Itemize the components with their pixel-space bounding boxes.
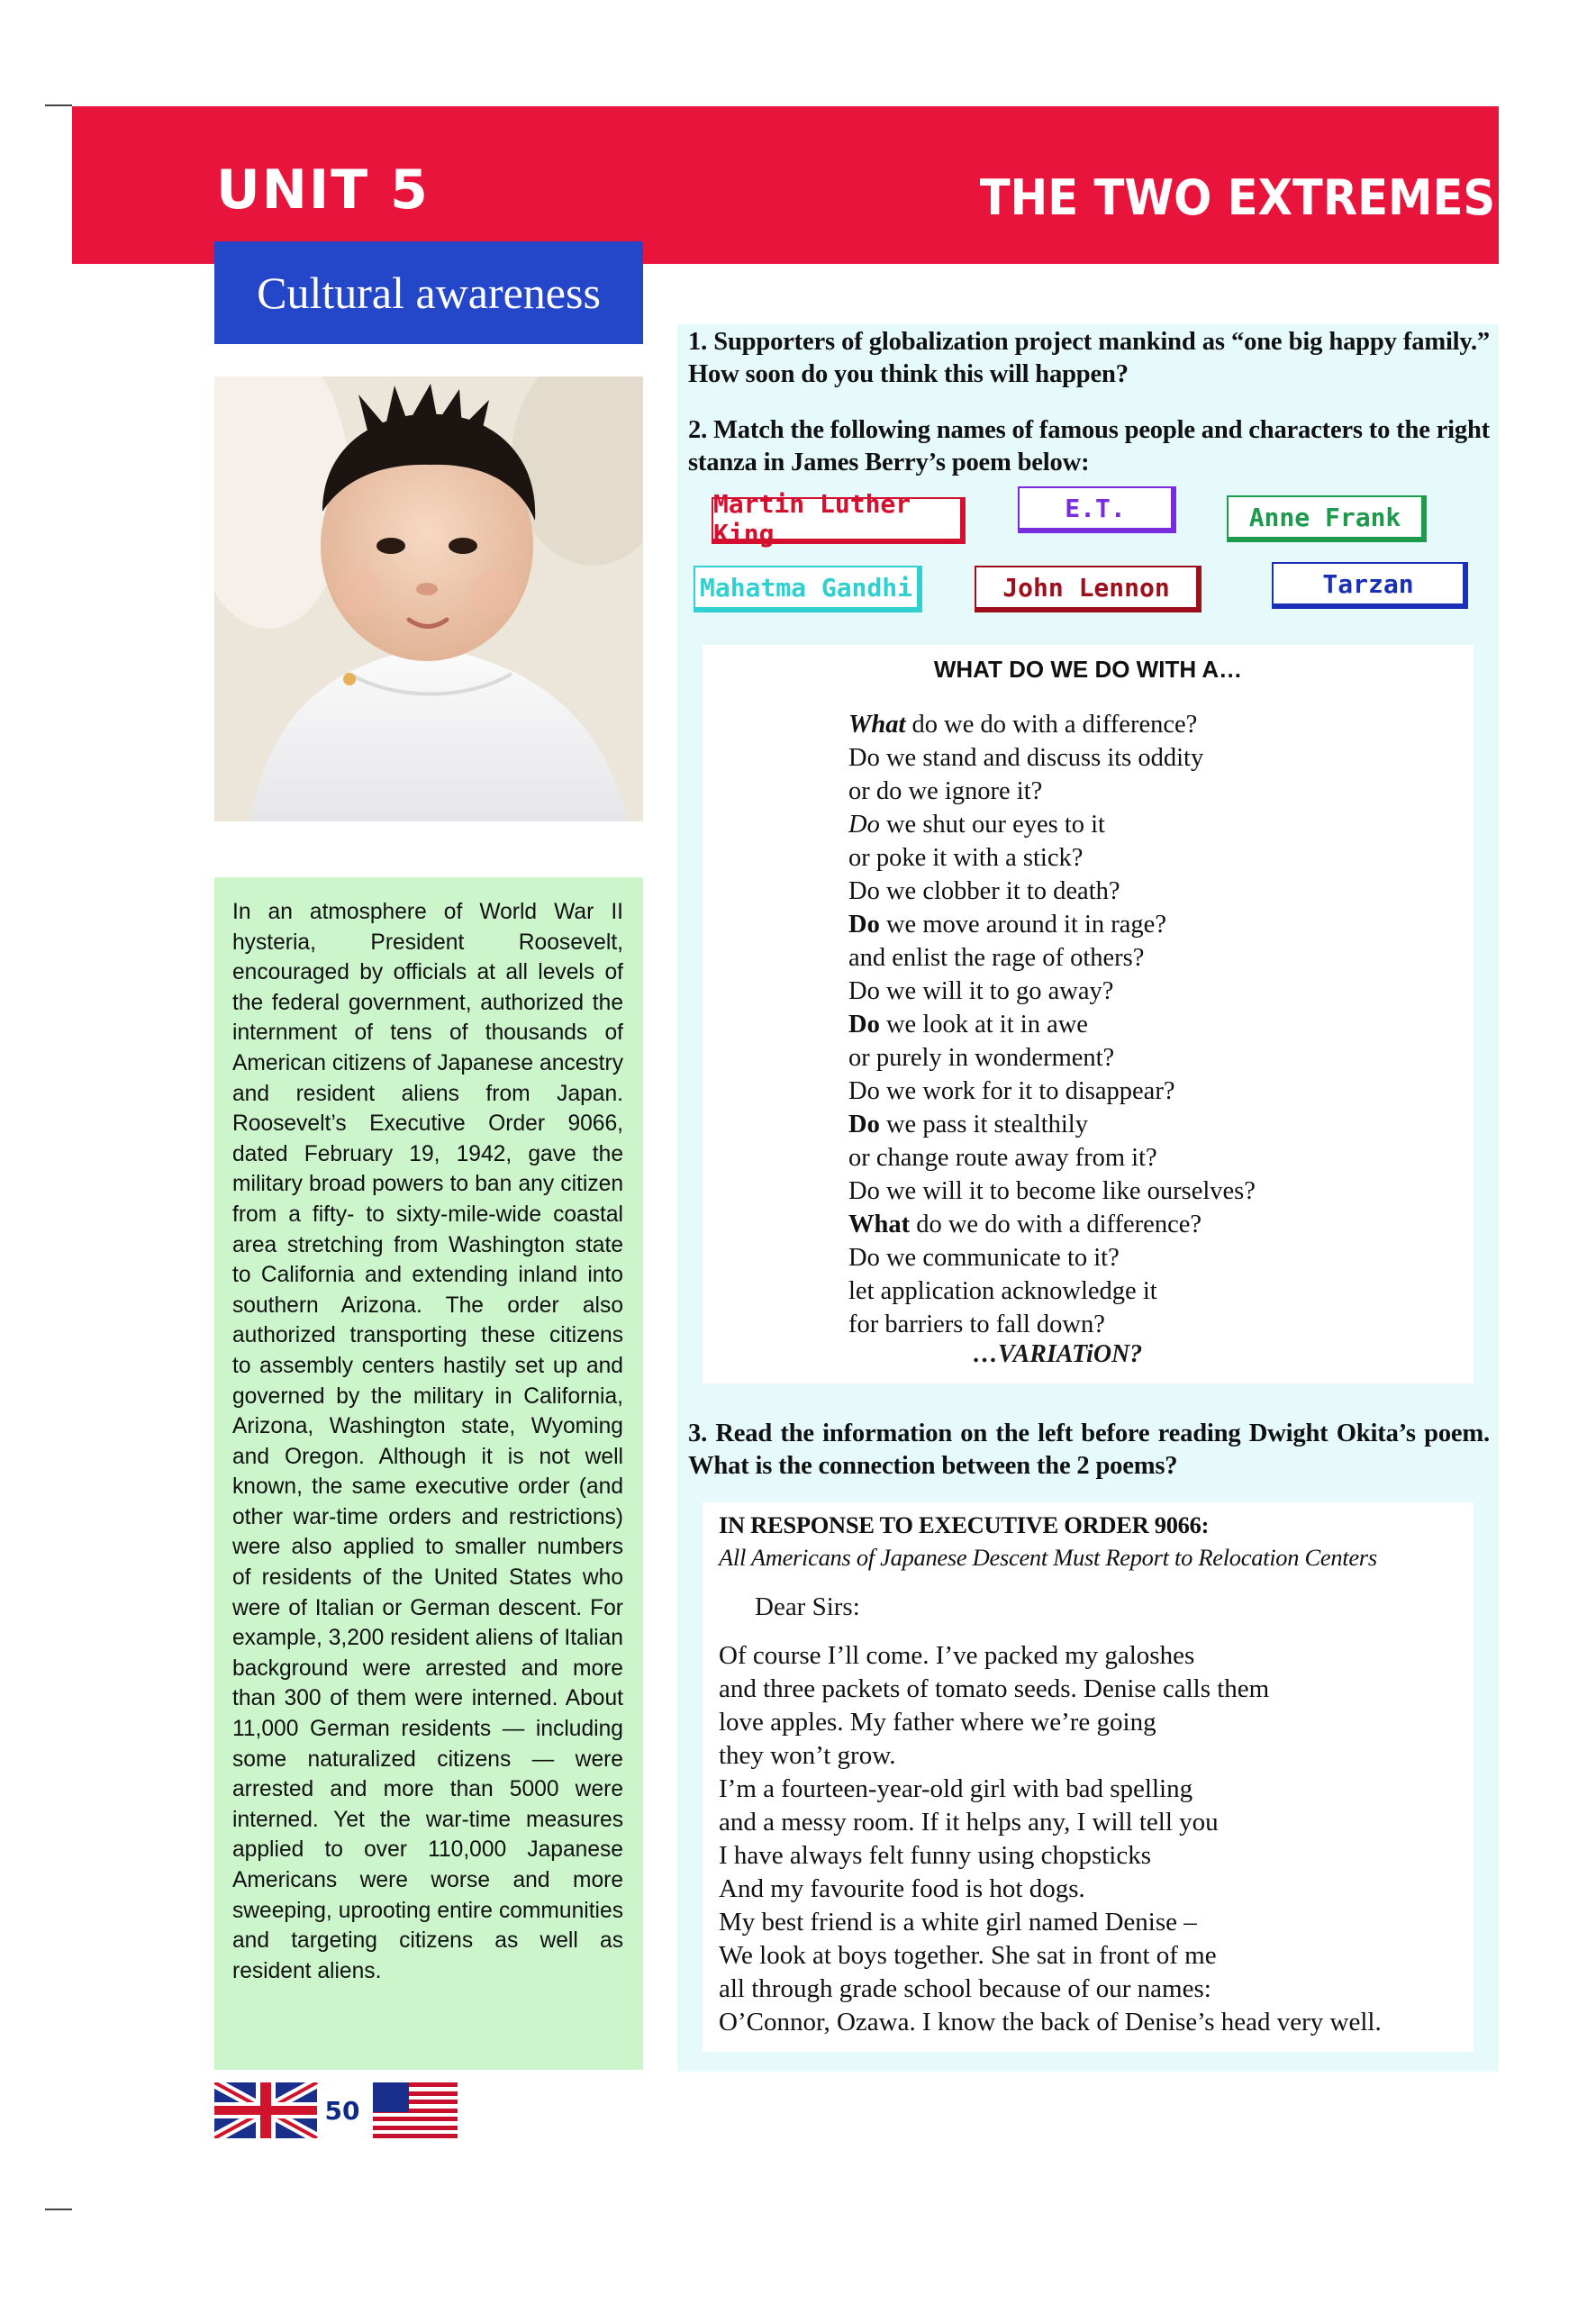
poem-1-line-text: we shut our eyes to it (879, 811, 1105, 839)
poem-1-line-text: Do we work for it to disappear? (848, 1077, 1175, 1105)
section-title-box (214, 241, 643, 344)
name-tag-label: Mahatma Gandhi (699, 572, 912, 603)
poem-1-line-text: or do we ignore it? (848, 777, 1043, 805)
baby-portrait-illustration (214, 376, 643, 821)
crop-mark-bottom (45, 2209, 72, 2210)
name-tag-et (1018, 486, 1176, 533)
poem-1-line-text: Do we will it to become like ourselves? (848, 1177, 1256, 1205)
poem-1-line (848, 1075, 1256, 1108)
question-2: 2. Match the following names of famous people and characters to the right stanza in James Berry’s poem below: (688, 416, 1490, 476)
poem-2-line: O’Connor, Ozawa. I know the back of Denise’s head very well. (719, 2008, 1382, 2036)
poem-1-line-text: do we do with a difference? (905, 711, 1198, 739)
poem-2-line: Of course I’ll come. I’ve packed my galoshes (719, 1641, 1195, 1670)
page-number: 50 (317, 2095, 367, 2126)
poem-1-line (848, 1175, 1256, 1208)
poem-2-line: love apples. My father where we’re going (719, 1708, 1156, 1737)
poem-1-line-lead: Do (848, 1111, 880, 1138)
poem-1-lines (848, 708, 1256, 1341)
name-tag-anne-frank (1227, 495, 1427, 542)
poem-1-line (848, 908, 1256, 941)
poem-2-line: We look at boys together. She sat in front of me (719, 1941, 1217, 1970)
poem-1-line (848, 1108, 1256, 1141)
poem-1-line-text: Do we will it to go away? (848, 977, 1114, 1005)
us-flag-icon (373, 2082, 458, 2138)
poem-2-subtitle: All Americans of Japanese Descent Must Report to Relocation Centers (719, 1544, 1377, 1571)
name-tag-label: E.T. (1065, 493, 1126, 523)
poem-1-line-lead: What (848, 711, 906, 739)
poem-1-line-text: we look at it in awe (879, 1011, 1088, 1039)
name-tag-mahatma-gandhi (694, 566, 922, 612)
poem-1-line (848, 975, 1256, 1008)
poem-1-line (848, 808, 1256, 841)
crop-mark-top (45, 104, 72, 106)
poem-2-line: And my favourite food is hot dogs. (719, 1874, 1085, 1903)
name-tag-label: Martin Luther King (713, 489, 911, 549)
poem-1-line (848, 1274, 1256, 1308)
poem-1-line-text: or poke it with a stick? (848, 844, 1084, 872)
poem-1-line (848, 1141, 1256, 1175)
poem-2-line: and a messy room. If it helps any, I will tell you (719, 1808, 1219, 1837)
poem-2-line: all through grade school because of our names: (719, 1974, 1211, 2003)
poem-1-line (848, 741, 1256, 775)
poem-1-line-lead: What (848, 1211, 911, 1238)
name-tag-tarzan (1272, 562, 1468, 609)
poem-2-line: My best friend is a white girl named Denise – (719, 1908, 1197, 1937)
history-text: In an atmosphere of World War II hysteria, President Roosevelt, encouraged by officials at all levels of the federal government, authorized the internment of tens of thousands of American citizens of Japanese ancestry and resident aliens from Japan. Roosevelt’s Executive Order 9066, dated February 19, 1942, gave the military broad powers to ban any citizen from a fifty- to sixty-mile-wide coastal area stretching from Washington state to California and extending inland into southern Arizona. The order also authorized transporting these citizens to assembly centers hastily set up and governed by the military in California, Arizona, Washington state, Wyoming and Oregon. Although it is not well known, the same executive order (and other war-time orders and restrictions) were also applied to smaller numbers of residents of the United States who were of Italian or German descent. For example, 3,200 resident aliens of Italian background were arrested and more than 300 of them were interned. About 11,000 German residents — including some naturalized citizens — were arrested and more than 5000 were interned. Yet the war-time measures applied to over 110,000 Japanese Americans were worse and more sweeping, uprooting entire communities and targeting citizens as well as resident aliens. (232, 900, 623, 1983)
name-tag-label: Tarzan (1322, 568, 1414, 599)
poem-1-line (848, 1308, 1256, 1341)
poem-2-line: and three packets of tomato seeds. Denise calls them (719, 1674, 1270, 1703)
unit-title: THE TWO EXTREMES (979, 169, 1495, 226)
poem-2-line: they won’t grow. (719, 1741, 896, 1770)
poem-1-line-lead: Do (848, 1011, 880, 1039)
poem-2-lines (719, 1639, 1382, 2039)
question-3: 3. Read the information on the left before reading Dwight Okita’s poem. What is the connection between the 2 poems? (688, 1420, 1490, 1480)
poem-1-line (848, 1241, 1256, 1274)
history-sidebar (214, 877, 643, 2070)
poem-2-title: IN RESPONSE TO EXECUTIVE ORDER 9066: (719, 1511, 1210, 1538)
poem-1-line-text: or purely in wonderment? (848, 1044, 1115, 1072)
poem-1-line (848, 708, 1256, 741)
name-tag-label: John Lennon (1002, 572, 1170, 603)
poem-1-line-lead: Do (848, 911, 880, 939)
section-title: Cultural awareness (257, 268, 601, 318)
poem-1-line-text: Do we clobber it to death? (848, 877, 1120, 905)
name-tag-martin-luther-king (712, 489, 966, 549)
poem-1-line-text: and enlist the rage of others? (848, 944, 1145, 972)
poem-1-line (848, 941, 1256, 975)
poem-2-salutation: Dear Sirs: (755, 1592, 860, 1621)
poem-1-line (848, 1008, 1256, 1041)
poem-1-line-text: we pass it stealthily (879, 1111, 1088, 1138)
unit-label: UNIT 5 (216, 159, 430, 222)
poem-1-coda: …VARIATiON? (973, 1340, 1143, 1368)
poem-2-line: I have always felt funny using chopsticks (719, 1841, 1152, 1870)
poem-1-line-text: or change route away from it? (848, 1144, 1157, 1172)
poem-1-line-text: Do we communicate to it? (848, 1244, 1120, 1272)
poem-1-line (848, 775, 1256, 808)
poem-1-line-text: let application acknowledge it (848, 1277, 1157, 1305)
poem-1-line (848, 1041, 1256, 1075)
name-tag-label: Anne Frank (1248, 502, 1401, 532)
poem-1-line-text: for barriers to fall down? (848, 1311, 1105, 1338)
poem-1-line-text: Do we stand and discuss its oddity (848, 744, 1204, 772)
poem-1-line-text: do we do with a difference? (910, 1211, 1202, 1238)
poem-1-line-text: we move around it in rage? (879, 911, 1166, 939)
poem-2-line: I’m a fourteen-year-old girl with bad spelling (719, 1774, 1193, 1803)
question-1: 1. Supporters of globalization project mankind as “one big happy family.” How soon do you think this will happen? (688, 328, 1490, 388)
baby-photo (214, 376, 643, 821)
name-tag-john-lennon (975, 566, 1202, 612)
uk-flag-icon (214, 2082, 317, 2138)
poem-1-line (848, 841, 1256, 875)
poem-1-title: WHAT DO WE DO WITH A… (933, 656, 1243, 683)
poem-1-line-lead: Do (848, 811, 880, 839)
poem-1-line (848, 875, 1256, 908)
poem-1-line (848, 1208, 1256, 1241)
